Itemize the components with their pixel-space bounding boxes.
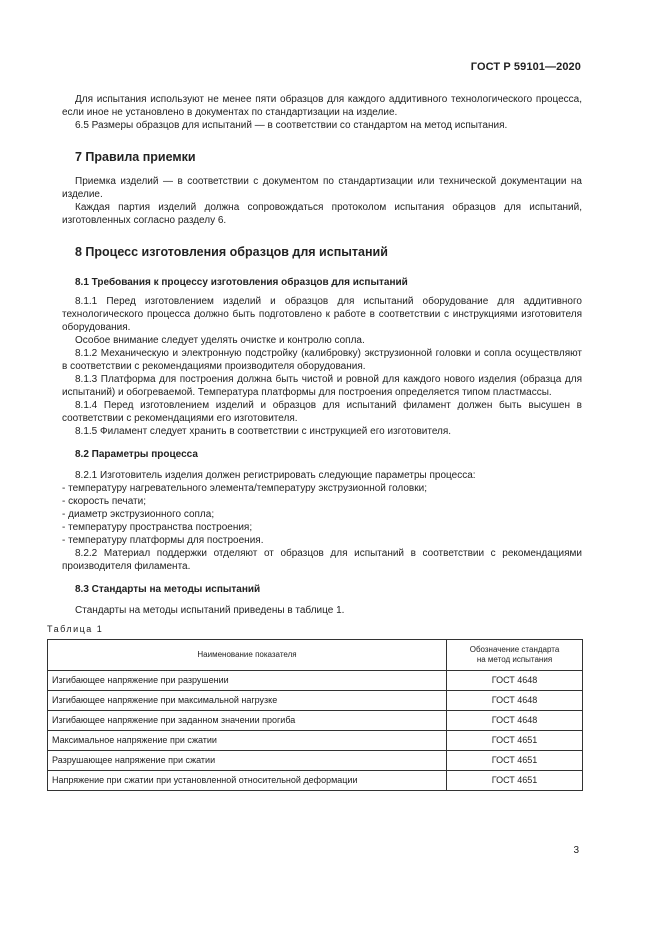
indicator-name-cell: Разрушающее напряжение при сжатии <box>48 751 447 771</box>
parameter-list-item: - температуру пространства построения; <box>62 522 253 533</box>
page-content <box>47 93 582 791</box>
table-row <box>48 671 583 691</box>
standard-header: ГОСТ Р 59101—2020 <box>470 61 581 73</box>
table-row <box>48 731 583 751</box>
parameter-list-item: - диаметр экструзионного сопла; <box>62 509 215 520</box>
parameter-list-item: - температуру платформы для построения. <box>62 535 264 546</box>
indicator-name-cell: Максимальное напряжение при сжатии <box>48 731 447 751</box>
page-number: 3 <box>573 845 579 856</box>
standard-cell: ГОСТ 4648 <box>447 711 583 731</box>
standard-cell: ГОСТ 4651 <box>447 771 583 791</box>
section-7-paragraph-2: Каждая партия изделий должна сопровождаться протоколом испытания образцов для испытаний, изготовленных согласно разделу 6. <box>62 202 582 226</box>
subsection-8-1-title: 8.1 Требования к процессу изготовления образцов для испытаний <box>75 277 408 288</box>
clause-8-1-1: 8.1.1 Перед изготовлением изделий и образцов для испытаний оборудование для аддитивного технологического процесса должно быть подготовлено к работе в соответствии с инструкциями изготовителя оборудования. <box>62 296 582 333</box>
column-header-standard-line2: на метод испытания <box>476 655 553 664</box>
table-row <box>48 711 583 731</box>
standard-cell: ГОСТ 4648 <box>447 671 583 691</box>
parameter-list-item: - скорость печати; <box>62 496 146 507</box>
table-row <box>48 751 583 771</box>
section-7-paragraph-1: Приемка изделий — в соответствии с документом по стандартизации или технической документации на изделие. <box>62 176 582 200</box>
indicator-name-cell: Напряжение при сжатии при установленной относительной деформации <box>48 771 447 791</box>
clause-8-1-5: 8.1.5 Филамент следует хранить в соответствии с инструкцией его изготовителя. <box>75 426 452 437</box>
subsection-8-3-title: 8.3 Стандарты на методы испытаний <box>75 584 261 595</box>
indicator-name-cell: Изгибающее напряжение при максимальной нагрузке <box>48 691 447 711</box>
subsection-8-2-title: 8.2 Параметры процесса <box>75 449 198 460</box>
clause-8-2-2: 8.2.2 Материал поддержки отделяют от образцов для испытаний в соответствии с рекомендациями производителя филамента. <box>62 548 582 572</box>
intro-paragraph: Для испытания используют не менее пяти образцов для каждого аддитивного технологического процесса, если иное не установлено в документах по стандартизации на изделие. <box>62 94 582 118</box>
standards-table <box>47 639 583 791</box>
standard-cell: ГОСТ 4651 <box>447 731 583 751</box>
clause-8-1-2: 8.1.2 Механическую и электронную подстройку (калибровку) экструзионной головки и сопла осуществляют в соответствии с рекомендациями производителя оборудования. <box>62 348 582 372</box>
clause-8-1-4: 8.1.4 Перед изготовлением изделий и образцов для испытаний филамент должен быть высушен в соответствии с рекомендациями его изготовителя. <box>62 400 582 424</box>
section-8-title: 8 Процесс изготовления образцов для испытаний <box>75 245 388 259</box>
table-row <box>48 691 583 711</box>
standard-cell: ГОСТ 4648 <box>447 691 583 711</box>
standard-cell: ГОСТ 4651 <box>447 751 583 771</box>
indicator-name-cell: Изгибающее напряжение при разрушении <box>48 671 447 691</box>
section-7-title: 7 Правила приемки <box>75 150 196 164</box>
clause-8-2-1: 8.2.1 Изготовитель изделия должен регистрировать следующие параметры процесса: <box>75 470 476 481</box>
column-header-standard-line1: Обозначение стандарта <box>469 645 560 654</box>
table-caption: Таблица 1 <box>47 624 104 634</box>
table-reference-paragraph: Стандарты на методы испытаний приведены в таблице 1. <box>75 605 345 616</box>
parameter-list-item: - температуру нагревательного элемента/температуру экструзионной головки; <box>62 483 427 494</box>
indicator-name-cell: Изгибающее напряжение при заданном значении прогиба <box>48 711 447 731</box>
clause-6-5: 6.5 Размеры образцов для испытаний — в соответствии со стандартом на метод испытания. <box>75 120 508 131</box>
table-header-row <box>48 640 583 671</box>
clause-8-1-1-note: Особое внимание следует уделять очистке и контролю сопла. <box>75 335 365 346</box>
clause-8-1-3: 8.1.3 Платформа для построения должна быть чистой и ровной для каждого нового изделия (образца для испытаний) и обогреваемой. Температура платформы для построения определяется типом пластмассы. <box>62 374 582 398</box>
column-header-indicator: Наименование показателя <box>48 640 447 671</box>
table-row <box>48 771 583 791</box>
column-header-standard <box>447 640 583 671</box>
